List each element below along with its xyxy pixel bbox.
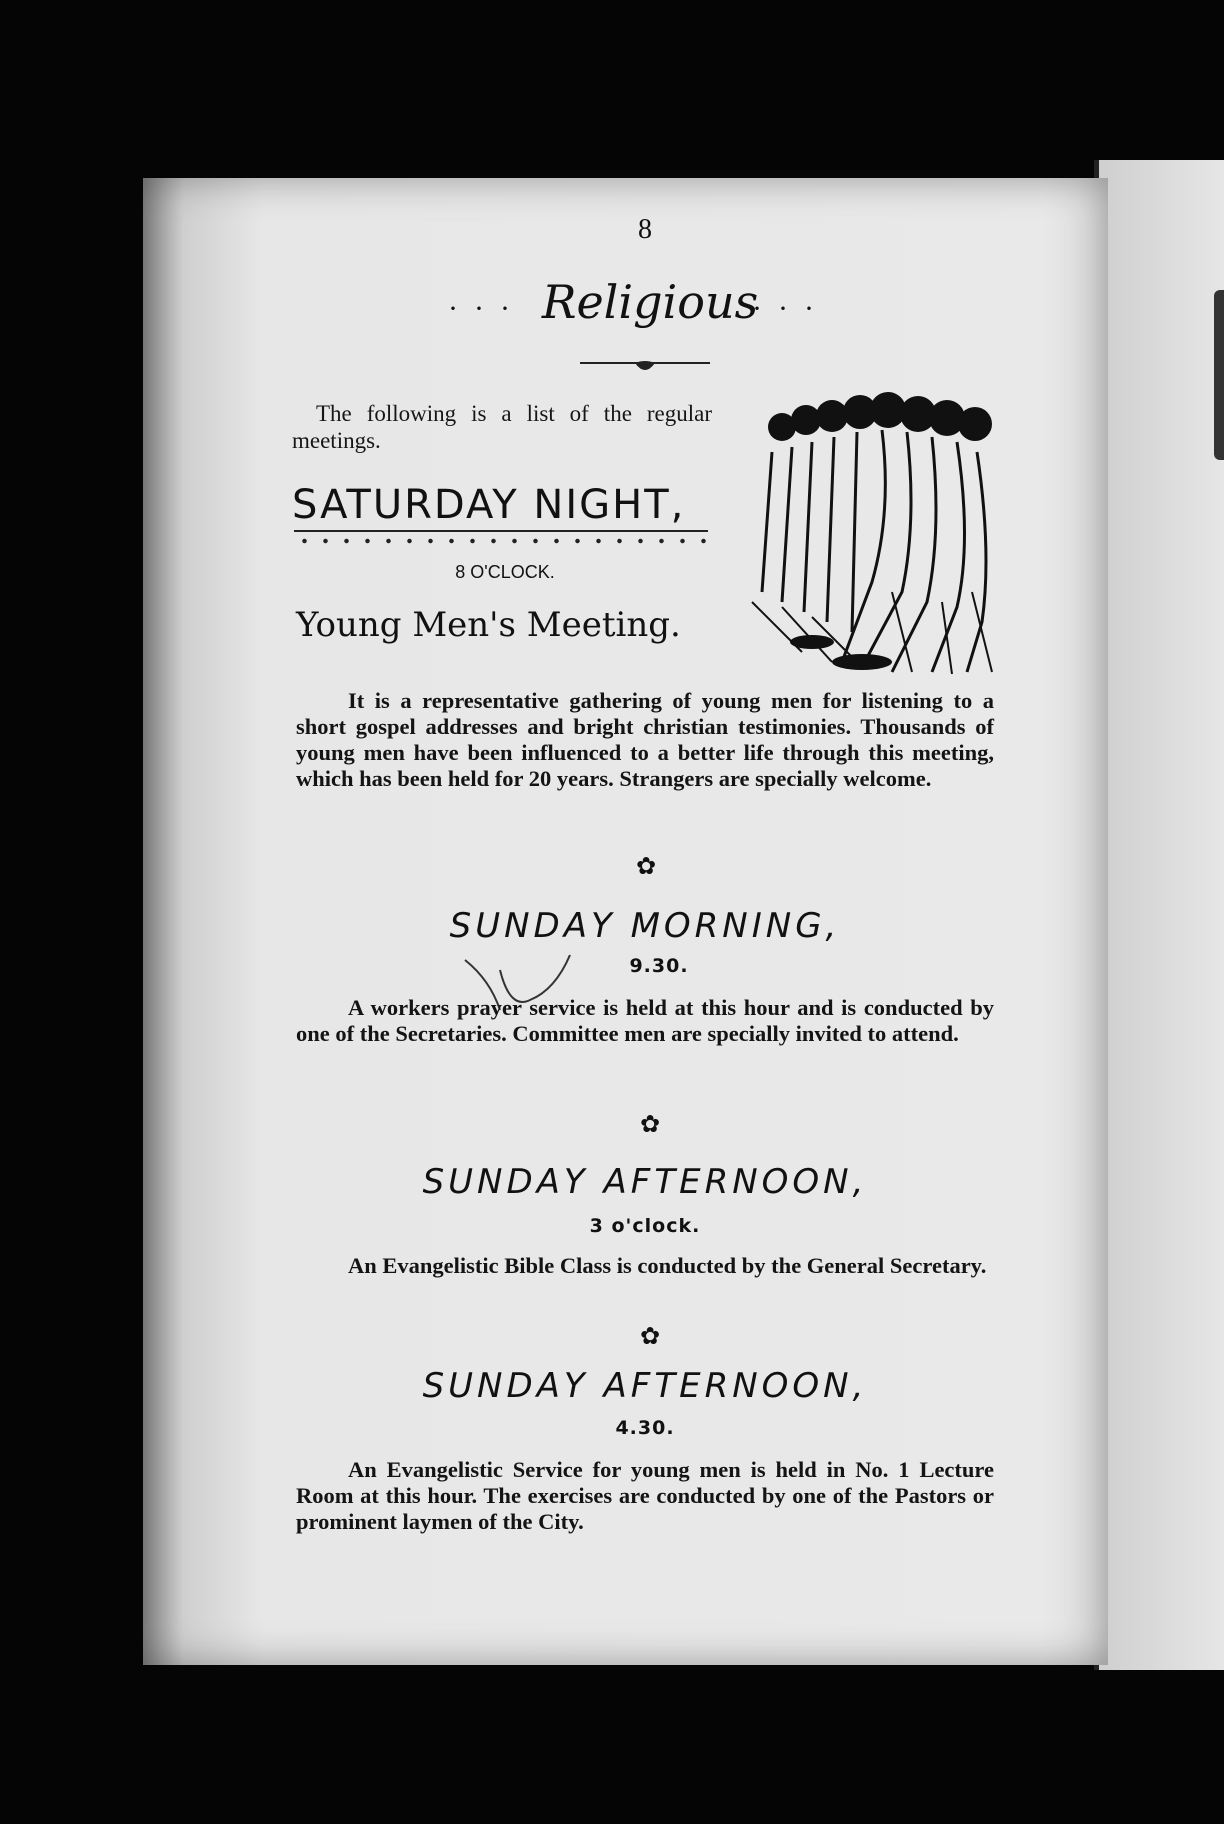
adjacent-page [1099,160,1224,1670]
seated-men-illustration [742,392,1004,674]
saturday-heading: SATURDAY NIGHT, [292,482,686,528]
page-number: 8 [638,214,652,245]
sunday-afternoon-3-description [296,1253,994,1279]
saturday-time: 8 O'CLOCK. [455,562,555,582]
saturday-description [296,688,994,792]
sunday-afternoon-430-heading: SUNDAY AFTERNOON, [422,1366,868,1406]
sunday-afternoon-430-description [296,1457,994,1535]
adjacent-page-edge [1214,290,1224,460]
sunday-morning-description-text: A workers prayer service is held at this hour and is conducted by one of the Secretaries. Committee men are specially invited to attend. [296,995,994,1046]
section-title: Religious [541,275,759,329]
sunday-afternoon-430-description-text: An Evangelistic Service for young men is held in No. 1 Lecture Room at this hour. The exercises are conducted by one of the Pastors or prominent laymen of the City. [296,1457,994,1534]
title-ornament-icon [580,355,710,377]
sunday-morning-description [296,995,994,1047]
sunday-afternoon-430-time: 4.30. [615,1417,675,1439]
sunday-afternoon-3-description-text: An Evangelistic Bible Class is conducted by the General Secretary. [348,1253,987,1278]
sunday-morning-heading: SUNDAY MORNING, [449,906,841,946]
intro-text [292,400,712,454]
title-dots-right: ··· [752,292,830,325]
flower-divider-icon: ✿ [639,1110,661,1138]
flower-divider-icon: ✿ [639,1322,661,1350]
saturday-subheading: Young Men's Meeting. [296,605,681,645]
intro-text-content: The following is a list of the regular meetings. [292,401,712,453]
title-dots-left: ··· [448,292,526,325]
sunday-afternoon-3-heading: SUNDAY AFTERNOON, [422,1162,868,1202]
sunday-morning-time: 9.30. [629,955,689,977]
flower-divider-icon: ✿ [635,852,657,880]
saturday-description-text: It is a representative gathering of young men for listening to a short gospel addresses and bright christian testimonies. Thousands of young men have been influenced to a better life through this meeting, which has been held for 20 years. Strangers are specially welcome. [296,688,994,791]
saturday-dotted-rule [294,530,708,546]
sunday-afternoon-3-time: 3 o'clock. [589,1215,701,1237]
